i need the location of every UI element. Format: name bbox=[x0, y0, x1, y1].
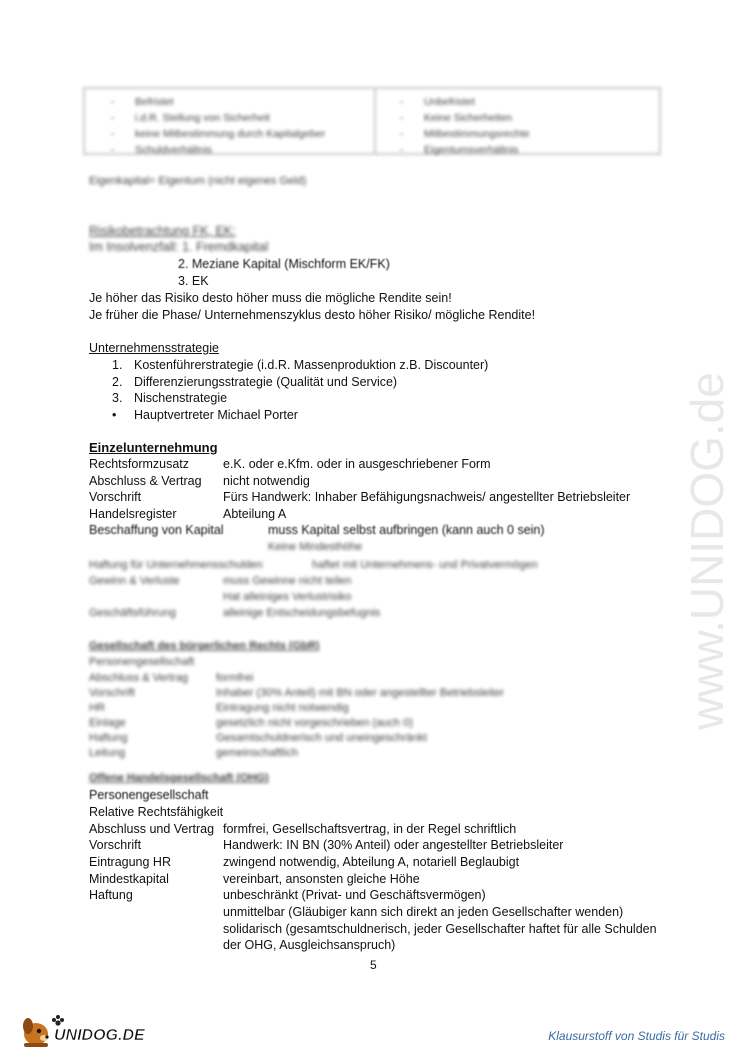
risk-sentence: Je früher die Phase/ Unternehmenszyklus desto höher Risiko/ mögliche Rendite! bbox=[89, 308, 536, 322]
gbr-heading: Gesellschaft des bürgerlichen Rechts (GbR) bbox=[89, 640, 320, 652]
row-value: der OHG, Ausgleichsanspruch) bbox=[223, 938, 396, 952]
list-item: - Eigentumsverhältnis bbox=[400, 142, 530, 158]
row-value: Handwerk: IN BN (30% Anteil) oder angestellter Betriebsleiter bbox=[223, 838, 564, 852]
dog-icon bbox=[18, 1010, 158, 1050]
row-value: unmittelbar (Gläubiger kann sich direkt an jeden Gesellschafter wenden) bbox=[223, 905, 624, 919]
row-value: nicht notwendig bbox=[223, 474, 310, 488]
list-item: - Befristet bbox=[111, 94, 325, 110]
row-value: unbeschränkt (Privat- und Geschäftsvermögen) bbox=[223, 888, 486, 902]
list-item: - Unbefristet bbox=[400, 94, 530, 110]
row-value: Inhaber (30% Anteil) mit BN oder angestellter Betriebsleiter bbox=[216, 687, 504, 699]
list-item: - i.d.R. Stellung von Sicherheit bbox=[111, 110, 325, 126]
row-value: Abteilung A bbox=[223, 507, 287, 521]
ohg-line: Relative Rechtsfähigkeit bbox=[89, 805, 224, 819]
row-value: vereinbart, ansonsten gleiche Höhe bbox=[223, 872, 420, 886]
table-row: Rechtsformzusatz bbox=[89, 457, 190, 471]
table-row: Haftung bbox=[89, 888, 133, 902]
row-value: zwingend notwendig, Abteilung A, notariell Beglaubigt bbox=[223, 855, 520, 869]
table-row: Mindestkapital bbox=[89, 872, 169, 886]
row-value: gesetzlich nicht vorgeschrieben (auch 0) bbox=[216, 717, 413, 729]
row-value: formfrei, Gesellschaftsvertrag, in der Regel schriftlich bbox=[223, 822, 517, 836]
einzel-heading: Einzelunternehmung bbox=[89, 440, 218, 455]
list-item: 1. Kostenführerstrategie (i.d.R. Massenproduktion z.B. Discounter) bbox=[112, 358, 489, 372]
table-row: Beschaffung von Kapital bbox=[89, 523, 224, 537]
table-row: Abschluss & Vertrag bbox=[89, 474, 202, 488]
table-row: Leitung bbox=[89, 747, 126, 759]
row-value: muss Kapital selbst aufbringen (kann auch 0 sein) bbox=[268, 523, 545, 537]
comparison-table bbox=[83, 87, 661, 155]
list-item: • Hauptvertreter Michael Porter bbox=[112, 408, 298, 422]
table-divider bbox=[374, 89, 376, 153]
list-item: 2. Differenzierungsstrategie (Qualität und Service) bbox=[112, 375, 398, 389]
table-row: Haftung für Unternehmensschulden bbox=[89, 559, 263, 571]
logo bbox=[18, 1010, 158, 1050]
watermark bbox=[665, 300, 745, 730]
table-row: Personengesellschaft bbox=[89, 656, 195, 668]
table-row: Einlage bbox=[89, 717, 126, 729]
svg-text:UNIDOG.DE: UNIDOG.DE bbox=[54, 1027, 145, 1044]
risk-item-3: 3. EK bbox=[178, 274, 209, 288]
list-item: - Keine Sicherheiten bbox=[400, 110, 530, 126]
eigenkapital-note: Eigenkapital= Eigentum (nicht eigenes Geld) bbox=[89, 175, 307, 187]
row-value: muss Gewinne nicht teilen bbox=[223, 575, 352, 587]
row-value: haftet mit Unternehmens- und Privatvermögen bbox=[312, 559, 538, 571]
risk-sentence: Je höher das Risiko desto höher muss die mögliche Rendite sein! bbox=[89, 291, 452, 305]
table-row: Abschluss und Vertrag bbox=[89, 822, 215, 836]
row-value: Hat alleiniges Verlustrisiko bbox=[223, 591, 352, 603]
list-item: 3. Nischenstrategie bbox=[112, 391, 228, 405]
row-value: gemeinschaftlich bbox=[216, 747, 298, 759]
row-value: Keine Mindesthöhe bbox=[268, 541, 363, 553]
table-right-column bbox=[400, 94, 530, 158]
svg-text:www.UNIDOG.de: www.UNIDOG.de bbox=[681, 372, 733, 730]
table-row: HR bbox=[89, 702, 105, 714]
row-value: e.K. oder e.Kfm. oder in ausgeschriebener Form bbox=[223, 457, 491, 471]
row-value: formfrei bbox=[216, 672, 254, 684]
ohg-line: Personengesellschaft bbox=[89, 788, 209, 802]
table-row: Vorschrift bbox=[89, 838, 142, 852]
table-row: Eintragung HR bbox=[89, 855, 171, 869]
table-row: Geschäftsführung bbox=[89, 607, 176, 619]
risk-item-2: 2. Meziane Kapital (Mischform EK/FK) bbox=[178, 257, 390, 271]
row-value: Eintragung nicht notwendig bbox=[216, 702, 349, 714]
page-number: 5 bbox=[370, 958, 377, 972]
table-row: Handelsregister bbox=[89, 507, 177, 521]
table-left-column bbox=[111, 94, 325, 158]
ohg-heading: Offene Handelsgesellschaft (OHG) bbox=[89, 772, 269, 784]
list-item: - Mitbestimmungsrechte bbox=[400, 126, 530, 142]
row-value: Fürs Handwerk: Inhaber Befähigungsnachweis/ angestellter Betriebsleiter bbox=[223, 490, 631, 504]
table-row: Vorschrift bbox=[89, 687, 135, 699]
strategy-heading: Unternehmensstrategie bbox=[89, 341, 219, 355]
table-row: Gewinn & Verluste bbox=[89, 575, 180, 587]
table-row: Haftung bbox=[89, 732, 128, 744]
row-value: Gesamtschuldnerisch und uneingeschränkt bbox=[216, 732, 427, 744]
list-item: - keine Mitbestimmung durch Kapitalgeber bbox=[111, 126, 325, 142]
footer-tagline: Klausurstoff von Studis für Studis bbox=[548, 1029, 725, 1043]
row-value: solidarisch (gesamtschuldnerisch, jeder Gesellschafter haftet für alle Schulden bbox=[223, 922, 657, 936]
row-value: alleinige Entscheidungsbefugnis bbox=[223, 607, 381, 619]
list-item: - Schuldverhältnis bbox=[111, 142, 325, 158]
risk-heading: Risikobetrachtung FK, EK: bbox=[89, 224, 236, 238]
table-row: Vorschrift bbox=[89, 490, 142, 504]
table-row: Abschluss & Vertrag bbox=[89, 672, 189, 684]
risk-line: Im Insolvenzfall: 1. Fremdkapital bbox=[89, 240, 269, 254]
